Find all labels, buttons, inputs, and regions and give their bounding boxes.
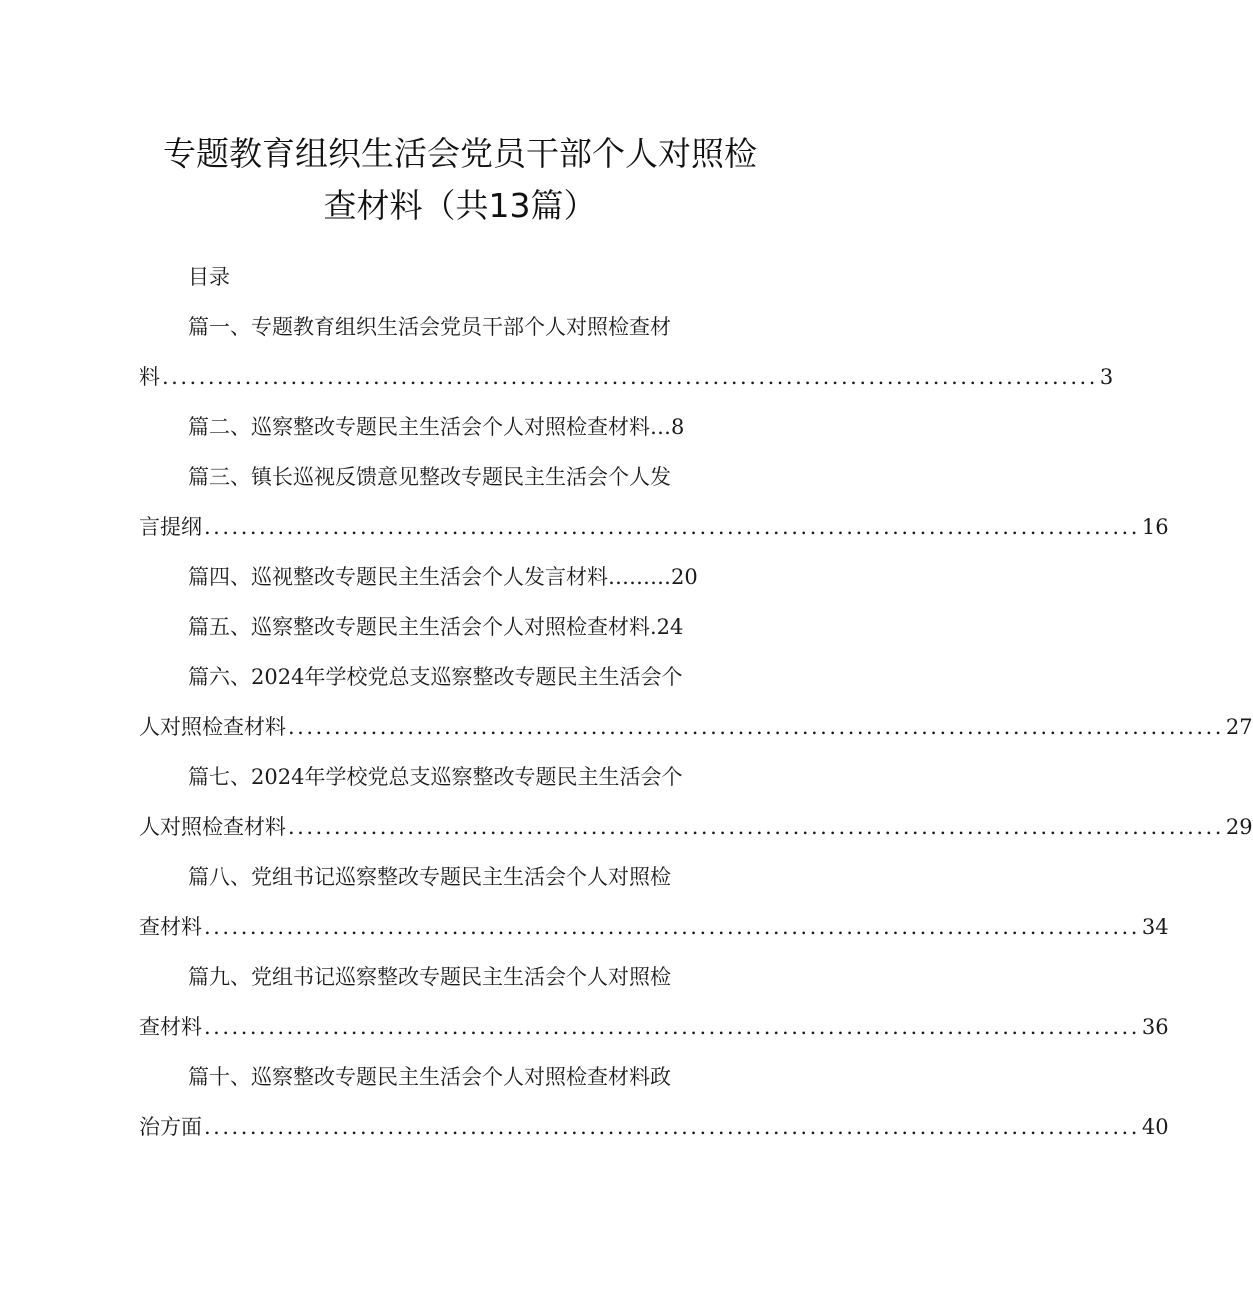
toc-leader-dots: ......................................................................................................: [204, 1115, 1140, 1139]
toc-entry-1-text: 料: [139, 365, 160, 389]
toc-entry-8-text: 查材料: [139, 915, 202, 939]
toc-entry-7-continuation[interactable]: [139, 812, 1253, 842]
toc-entry-2-title[interactable]: 篇二、巡察整改专题民主生活会个人对照检查材料…8: [188, 415, 685, 439]
document-title: [0, 128, 920, 232]
toc-entry-6-text: 人对照检查材料: [139, 715, 286, 739]
toc-entry-6-page: 27: [1225, 715, 1253, 739]
toc-entry-9-title[interactable]: 篇九、党组书记巡察整改专题民主生活会个人对照检: [188, 965, 671, 989]
toc-entry-7-page: 29: [1225, 815, 1253, 839]
title-line-2: 查材料（共13篇）: [323, 186, 597, 225]
toc-leader-dots: ......................................................................................................: [288, 815, 1224, 839]
toc-leader-dots: ......................................................................................................: [288, 715, 1224, 739]
toc-entry-9-continuation[interactable]: [139, 1012, 1169, 1042]
title-line-1: 专题教育组织生活会党员干部个人对照检: [163, 134, 757, 173]
toc-entry-8-page: 34: [1141, 915, 1169, 939]
toc-entry-10-title[interactable]: 篇十、巡察整改专题民主生活会个人对照检查材料政: [188, 1065, 671, 1089]
toc-leader-dots: ......................................................................................................: [204, 1015, 1140, 1039]
toc-leader-dots: ......................................................................................................: [162, 365, 1098, 389]
toc-entry-7-text: 人对照检查材料: [139, 815, 286, 839]
toc-entry-4-title[interactable]: 篇四、巡视整改专题民主生活会个人发言材料………20: [188, 565, 698, 589]
toc-entry-10-page: 40: [1141, 1115, 1169, 1139]
toc-leader-dots: ......................................................................................................: [204, 515, 1140, 539]
toc-entry-1-title[interactable]: 篇一、专题教育组织生活会党员干部个人对照检查材: [188, 315, 671, 339]
toc-entry-6-title[interactable]: 篇六、2024年学校党总支巡察整改专题民主生活会个: [188, 665, 683, 689]
toc-entry-3-text: 言提纲: [139, 515, 202, 539]
toc-entry-3-title[interactable]: 篇三、镇长巡视反馈意见整改专题民主生活会个人发: [188, 465, 671, 489]
toc-entry-3-continuation[interactable]: [139, 512, 1169, 542]
toc-entry-5-title[interactable]: 篇五、巡察整改专题民主生活会个人对照检查材料.24: [188, 615, 684, 639]
toc-entry-8-continuation[interactable]: [139, 912, 1169, 942]
toc-entry-9-page: 36: [1141, 1015, 1169, 1039]
toc-entry-1-continuation[interactable]: [139, 362, 1114, 392]
toc-entry-7-title[interactable]: 篇七、2024年学校党总支巡察整改专题民主生活会个: [188, 765, 683, 789]
toc-heading: 目录: [188, 265, 230, 289]
toc-entry-10-text: 治方面: [139, 1115, 202, 1139]
toc-entry-9-text: 查材料: [139, 1015, 202, 1039]
toc-entry-3-page: 16: [1141, 515, 1169, 539]
toc-entry-8-title[interactable]: 篇八、党组书记巡察整改专题民主生活会个人对照检: [188, 865, 671, 889]
toc-entry-6-continuation[interactable]: [139, 712, 1253, 742]
toc-entry-1-page: 3: [1099, 365, 1114, 389]
toc-leader-dots: ......................................................................................................: [204, 915, 1140, 939]
toc-entry-10-continuation[interactable]: [139, 1112, 1169, 1142]
